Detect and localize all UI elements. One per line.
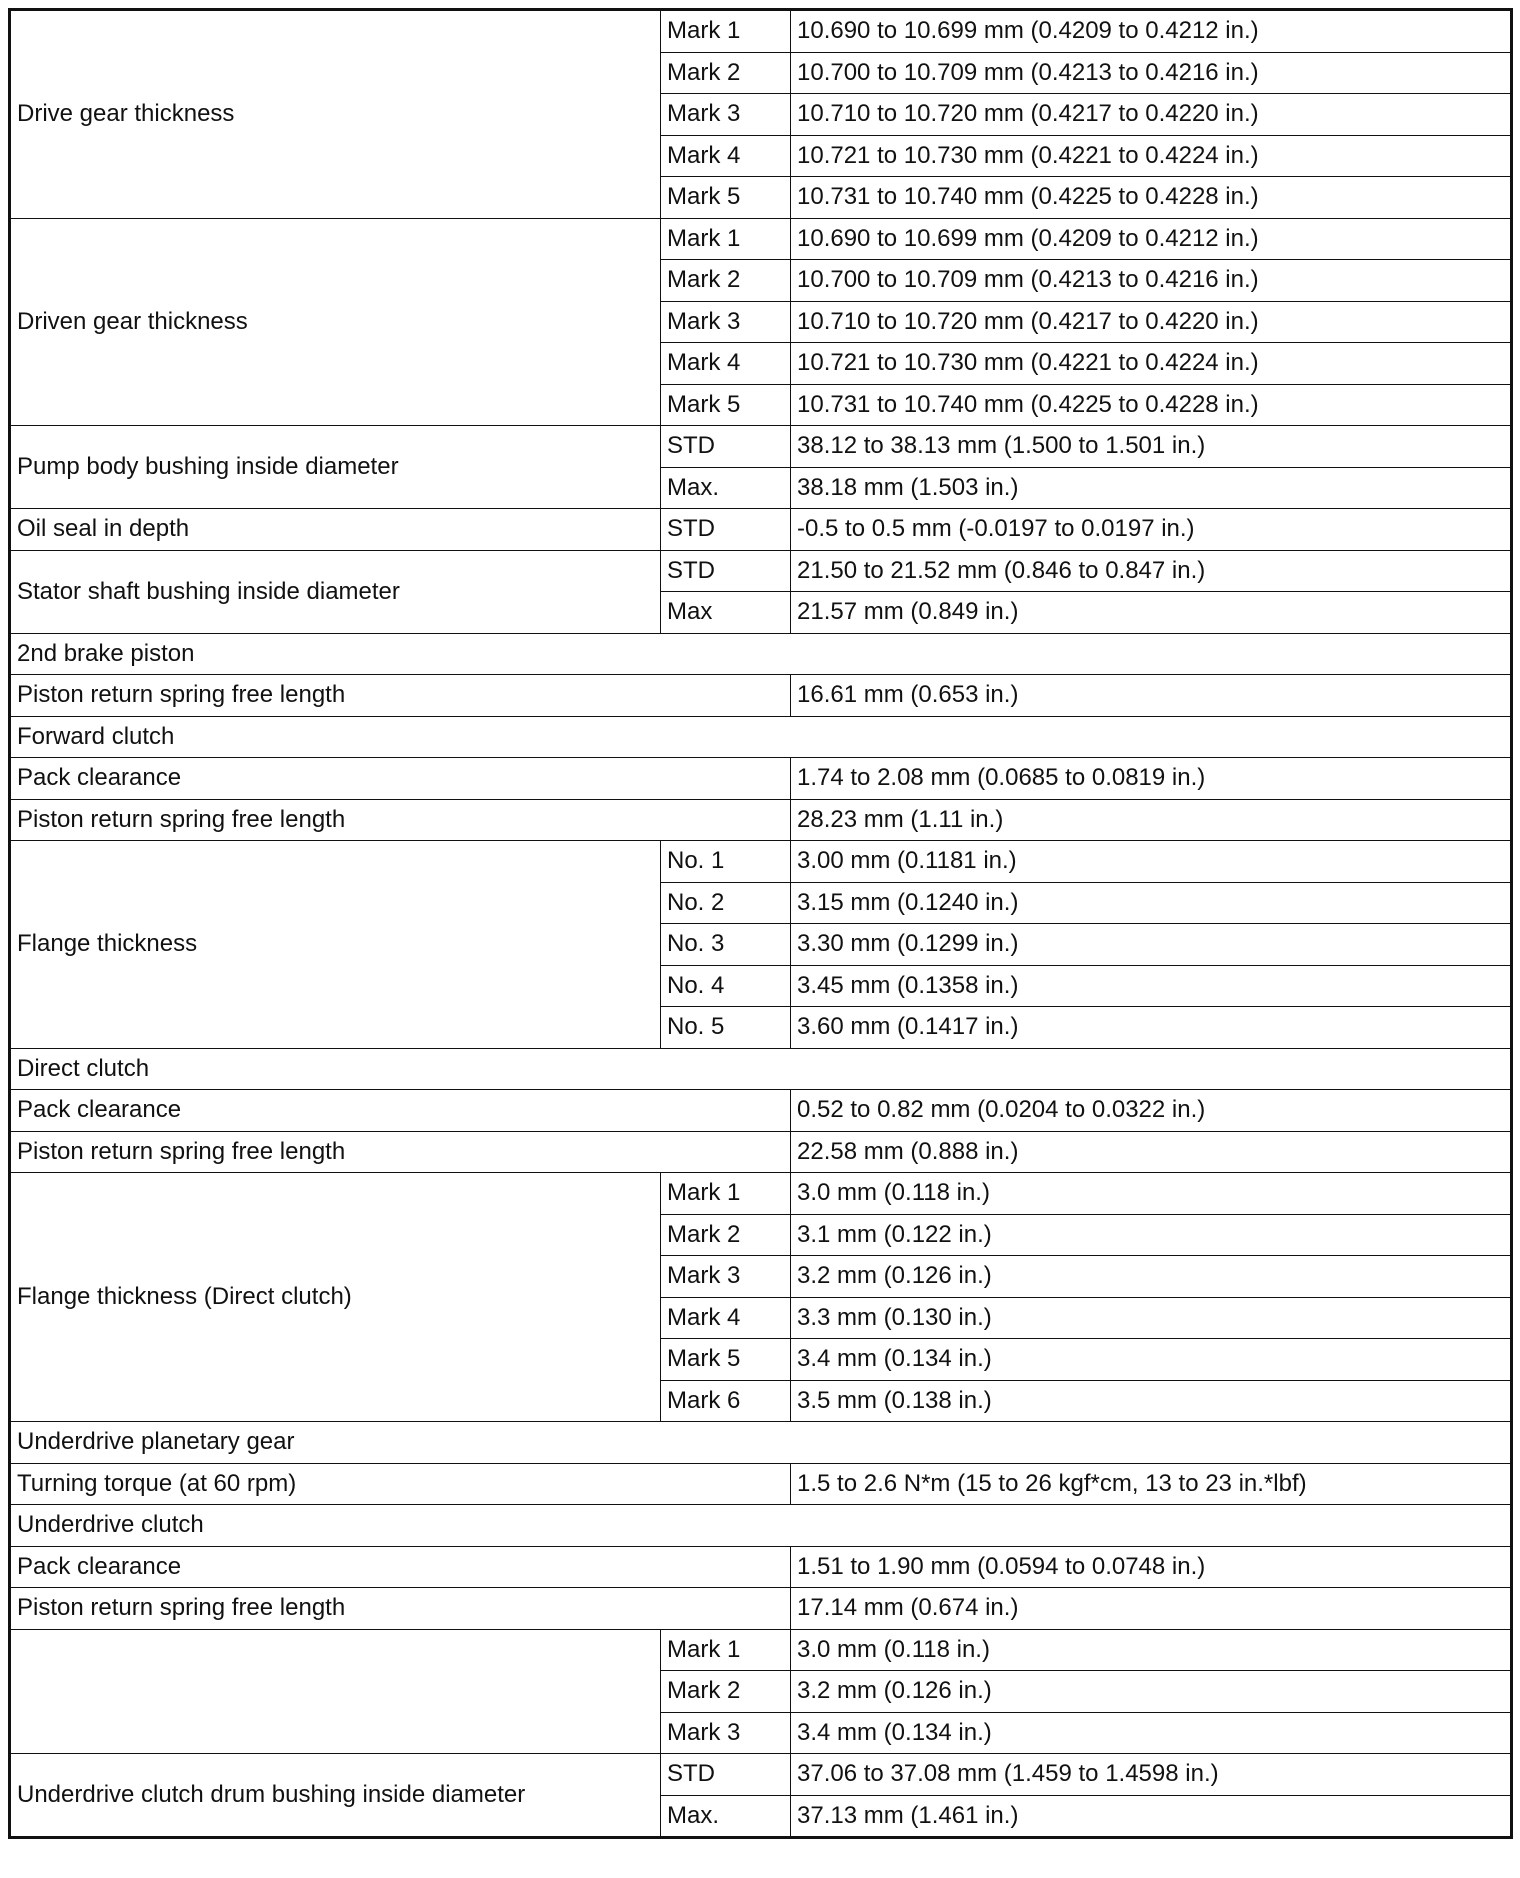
item-name-cell: Pump body bushing inside diameter — [10, 426, 661, 509]
spec-condition-cell: No. 2 — [661, 882, 791, 924]
spec-value-cell: 10.700 to 10.709 mm (0.4213 to 0.4216 in.) — [791, 52, 1512, 94]
spec-value-cell: 1.5 to 2.6 N*m (15 to 26 kgf*cm, 13 to 23 in.*lbf) — [791, 1463, 1512, 1505]
spec-value-cell: 0.52 to 0.82 mm (0.0204 to 0.0322 in.) — [791, 1090, 1512, 1132]
spec-condition-cell: Mark 3 — [661, 94, 791, 136]
table-row — [10, 1505, 1512, 1547]
table-row — [10, 841, 1512, 883]
spec-condition-cell: No. 5 — [661, 1007, 791, 1049]
item-name-cell: Pack clearance — [10, 1090, 791, 1132]
table-row — [10, 633, 1512, 675]
table-row — [10, 1090, 1512, 1132]
spec-condition-cell: Mark 4 — [661, 1297, 791, 1339]
spec-condition-cell: Mark 3 — [661, 1256, 791, 1298]
table-row — [10, 218, 1512, 260]
spec-condition-cell: Mark 3 — [661, 1712, 791, 1754]
specification-table-body — [10, 10, 1512, 1838]
spec-condition-cell: No. 3 — [661, 924, 791, 966]
spec-condition-cell: Mark 4 — [661, 343, 791, 385]
spec-value-cell: 17.14 mm (0.674 in.) — [791, 1588, 1512, 1630]
spec-value-cell: 28.23 mm (1.11 in.) — [791, 799, 1512, 841]
spec-value-cell: 3.2 mm (0.126 in.) — [791, 1256, 1512, 1298]
spec-condition-cell: Max. — [661, 1795, 791, 1838]
spec-condition-cell: Mark 5 — [661, 177, 791, 219]
table-row — [10, 1588, 1512, 1630]
spec-value-cell: 10.700 to 10.709 mm (0.4213 to 0.4216 in.) — [791, 260, 1512, 302]
spec-value-cell: 10.731 to 10.740 mm (0.4225 to 0.4228 in.) — [791, 384, 1512, 426]
spec-value-cell: 10.690 to 10.699 mm (0.4209 to 0.4212 in.) — [791, 218, 1512, 260]
spec-condition-cell: Mark 2 — [661, 1214, 791, 1256]
spec-value-cell: 10.710 to 10.720 mm (0.4217 to 0.4220 in.) — [791, 94, 1512, 136]
spec-value-cell: 16.61 mm (0.653 in.) — [791, 675, 1512, 717]
table-row — [10, 1629, 1512, 1671]
table-row — [10, 1422, 1512, 1464]
spec-value-cell: 37.06 to 37.08 mm (1.459 to 1.4598 in.) — [791, 1754, 1512, 1796]
table-row — [10, 716, 1512, 758]
table-row — [10, 550, 1512, 592]
item-name-cell: Underdrive clutch drum bushing inside diameter — [10, 1754, 661, 1838]
table-row — [10, 509, 1512, 551]
item-name-cell: Piston return spring free length — [10, 799, 791, 841]
spec-value-cell: 1.51 to 1.90 mm (0.0594 to 0.0748 in.) — [791, 1546, 1512, 1588]
item-name-cell: Pack clearance — [10, 1546, 791, 1588]
spec-condition-cell: No. 4 — [661, 965, 791, 1007]
table-row — [10, 799, 1512, 841]
table-row — [10, 1048, 1512, 1090]
spec-value-cell: 3.30 mm (0.1299 in.) — [791, 924, 1512, 966]
spec-condition-cell: STD — [661, 550, 791, 592]
spec-condition-cell: Mark 1 — [661, 10, 791, 53]
spec-condition-cell: STD — [661, 509, 791, 551]
table-row — [10, 10, 1512, 53]
spec-condition-cell: Max — [661, 592, 791, 634]
spec-value-cell: 10.710 to 10.720 mm (0.4217 to 0.4220 in.) — [791, 301, 1512, 343]
spec-value-cell: 10.690 to 10.699 mm (0.4209 to 0.4212 in.) — [791, 10, 1512, 53]
item-name-cell: Flange thickness (Direct clutch) — [10, 1173, 661, 1422]
spec-value-cell: 10.721 to 10.730 mm (0.4221 to 0.4224 in.) — [791, 343, 1512, 385]
spec-value-cell: -0.5 to 0.5 mm (-0.0197 to 0.0197 in.) — [791, 509, 1512, 551]
spec-value-cell: 21.50 to 21.52 mm (0.846 to 0.847 in.) — [791, 550, 1512, 592]
spec-value-cell: 3.1 mm (0.122 in.) — [791, 1214, 1512, 1256]
spec-condition-cell: Mark 1 — [661, 1173, 791, 1215]
table-row — [10, 758, 1512, 800]
spec-value-cell: 3.4 mm (0.134 in.) — [791, 1339, 1512, 1381]
table-row — [10, 1463, 1512, 1505]
item-name-cell: Turning torque (at 60 rpm) — [10, 1463, 791, 1505]
table-row — [10, 675, 1512, 717]
spec-condition-cell: Mark 5 — [661, 1339, 791, 1381]
table-row — [10, 1754, 1512, 1796]
item-name-cell: Driven gear thickness — [10, 218, 661, 426]
spec-value-cell: 3.00 mm (0.1181 in.) — [791, 841, 1512, 883]
item-name-cell: Drive gear thickness — [10, 10, 661, 219]
spec-value-cell: 22.58 mm (0.888 in.) — [791, 1131, 1512, 1173]
spec-value-cell: 3.5 mm (0.138 in.) — [791, 1380, 1512, 1422]
spec-value-cell: 3.45 mm (0.1358 in.) — [791, 965, 1512, 1007]
spec-condition-cell: Mark 5 — [661, 384, 791, 426]
spec-value-cell: 3.15 mm (0.1240 in.) — [791, 882, 1512, 924]
spec-value-cell: 3.2 mm (0.126 in.) — [791, 1671, 1512, 1713]
spec-value-cell: 3.60 mm (0.1417 in.) — [791, 1007, 1512, 1049]
table-row — [10, 1546, 1512, 1588]
item-name-cell: Piston return spring free length — [10, 1131, 791, 1173]
item-name-cell: Pack clearance — [10, 758, 791, 800]
spec-condition-cell: Mark 2 — [661, 1671, 791, 1713]
table-row — [10, 426, 1512, 468]
spec-value-cell: 38.18 mm (1.503 in.) — [791, 467, 1512, 509]
item-name-cell: Oil seal in depth — [10, 509, 661, 551]
spec-value-cell: 21.57 mm (0.849 in.) — [791, 592, 1512, 634]
spec-condition-cell: STD — [661, 1754, 791, 1796]
spec-value-cell: 37.13 mm (1.461 in.) — [791, 1795, 1512, 1838]
spec-condition-cell: No. 1 — [661, 841, 791, 883]
table-row — [10, 1131, 1512, 1173]
item-name-cell: Piston return spring free length — [10, 675, 791, 717]
spec-value-cell: 3.4 mm (0.134 in.) — [791, 1712, 1512, 1754]
spec-condition-cell: Mark 6 — [661, 1380, 791, 1422]
spec-value-cell: 1.74 to 2.08 mm (0.0685 to 0.0819 in.) — [791, 758, 1512, 800]
table-row — [10, 1173, 1512, 1215]
spec-value-cell: 3.0 mm (0.118 in.) — [791, 1173, 1512, 1215]
specification-table — [8, 8, 1513, 1839]
spec-value-cell: 38.12 to 38.13 mm (1.500 to 1.501 in.) — [791, 426, 1512, 468]
spec-condition-cell: Mark 2 — [661, 52, 791, 94]
section-header-cell: Underdrive planetary gear — [10, 1422, 1512, 1464]
item-name-cell — [10, 1629, 661, 1754]
spec-condition-cell: Max. — [661, 467, 791, 509]
spec-value-cell: 10.731 to 10.740 mm (0.4225 to 0.4228 in.) — [791, 177, 1512, 219]
spec-condition-cell: Mark 1 — [661, 1629, 791, 1671]
spec-value-cell: 3.3 mm (0.130 in.) — [791, 1297, 1512, 1339]
item-name-cell: Flange thickness — [10, 841, 661, 1049]
item-name-cell: Piston return spring free length — [10, 1588, 791, 1630]
section-header-cell: Forward clutch — [10, 716, 1512, 758]
item-name-cell: Stator shaft bushing inside diameter — [10, 550, 661, 633]
spec-condition-cell: Mark 4 — [661, 135, 791, 177]
spec-condition-cell: Mark 2 — [661, 260, 791, 302]
spec-condition-cell: Mark 1 — [661, 218, 791, 260]
section-header-cell: 2nd brake piston — [10, 633, 1512, 675]
section-header-cell: Underdrive clutch — [10, 1505, 1512, 1547]
spec-condition-cell: STD — [661, 426, 791, 468]
spec-value-cell: 3.0 mm (0.118 in.) — [791, 1629, 1512, 1671]
spec-condition-cell: Mark 3 — [661, 301, 791, 343]
section-header-cell: Direct clutch — [10, 1048, 1512, 1090]
spec-value-cell: 10.721 to 10.730 mm (0.4221 to 0.4224 in.) — [791, 135, 1512, 177]
